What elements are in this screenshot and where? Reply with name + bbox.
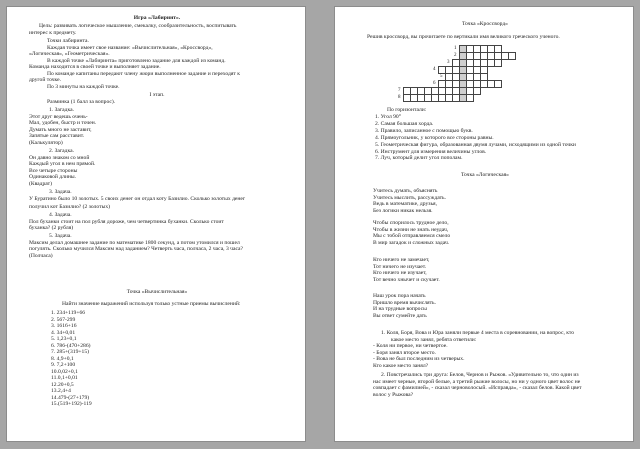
horizontal-heading: По горизонтали:	[387, 107, 427, 113]
game-title: Игра «Лабиринт».	[133, 15, 181, 21]
problem-line: - Вова не был последним из четверых.	[373, 356, 465, 362]
expression-item: 15.(519+192)-119	[51, 401, 92, 407]
clue-number: 4	[433, 67, 436, 72]
goal-line: Цель: развивать логическое мышление, смекалку, сообразительность, воспитывать	[39, 23, 237, 29]
task-5	[29, 233, 243, 259]
expression-list	[51, 310, 92, 408]
riddle-line: Мал, удобен, быстр и точен.	[29, 120, 97, 126]
poem-line: Чтобы в жизни не знать неудач,	[373, 226, 449, 233]
task-4	[29, 212, 224, 232]
task-label: 3. Задача.	[49, 189, 72, 195]
riddle-line: Все четыре стороны	[29, 167, 78, 174]
goal-line: интерес к предмету.	[29, 29, 77, 36]
riddle-line: Думать много не заставит,	[29, 126, 92, 133]
crossword-cell[interactable]	[473, 87, 481, 95]
expression-item: 3. 1616+16	[51, 323, 77, 329]
intro-paragraph	[29, 38, 240, 90]
expression-item: 2. 567-299	[51, 316, 76, 323]
expression-item: 12.20+0,5	[51, 381, 74, 388]
clue-number: 3	[447, 60, 450, 65]
problem-line: 2. Повстречались три друга: Белов, Чернов и Рыжов. «Удивительно то, что один из	[381, 372, 579, 378]
task-line: буханка? (2 рубля)	[29, 225, 74, 231]
calc-intro: Найти значение выражений используя только устные приемы вычислений:	[62, 301, 241, 307]
poem-stanza	[373, 293, 436, 319]
crossword-row	[403, 94, 473, 102]
intro-line: Команда находится в своей точке и выполняет задание.	[29, 64, 161, 70]
riddle-line: Он давно знаком со мной	[29, 154, 90, 161]
riddle-2	[29, 148, 95, 187]
intro-line: По команде капитаны передают члену жюри выполненное задание и переходят к	[47, 70, 240, 77]
crossword-cell[interactable]	[508, 52, 516, 60]
clue-list	[375, 114, 576, 162]
intro-line: Каждая точка имеет свое название: «Вычислительная», «Кроссворд»,	[47, 44, 213, 51]
poem-line: Пришло время вычислять.	[373, 299, 437, 306]
task-line: (Полчаса)	[29, 252, 53, 259]
task-3	[29, 189, 245, 211]
poem-stanza	[373, 257, 440, 283]
poem-line: Тот вечно хнычет и скучает.	[373, 276, 440, 283]
goal-paragraph	[29, 23, 237, 36]
riddle-line: Каждый угол в нем прямой.	[29, 161, 96, 167]
expression-item: 11.0,1+0,01	[51, 375, 78, 381]
expression-item: 14.479-(27+179)	[51, 394, 90, 401]
clue-number: 1	[454, 46, 457, 51]
expression-item: 7. 285+(319+15)	[51, 349, 90, 355]
intro-line: «Логическая», «Геометрическая».	[29, 51, 110, 57]
intro-line: В каждой точке «Лабиринта» приготовлено задание для каждой из команд.	[47, 57, 226, 64]
expression-item: 9. 7,2+100	[51, 362, 76, 368]
riddle-line: (Квадрат)	[29, 180, 52, 187]
logic-problem-1	[373, 330, 574, 369]
poem-line: И на трудные вопросы	[373, 306, 427, 312]
task-label: 4. Задача.	[49, 212, 72, 218]
riddle-line: Этот друг ведешь очень-	[29, 113, 88, 120]
problem-line: - Коля ни первое, ни четвертое.	[373, 343, 448, 349]
poem-line: Чтобы спорилось трудное дело,	[373, 220, 449, 226]
poem-stanza	[373, 188, 446, 214]
clue-item: 1. Угол 90°	[375, 114, 401, 120]
poem-line: Наш урок пора начать	[373, 293, 426, 299]
poem-line: Вы ответ сумейте дать	[373, 312, 427, 319]
clue-item: 2. Самая большая хорда.	[375, 120, 434, 127]
problem-line: какое место занял, ребята ответили:	[391, 336, 477, 343]
intro-line: Точки лабиринта.	[47, 38, 89, 44]
task-line: Максим делал домашнее задание по математике 1800 секунд, а потом утомился и пошел	[29, 239, 240, 246]
problem-line: Кто какое место занял?	[373, 362, 429, 369]
clue-number: 2	[454, 53, 457, 58]
riddle-line: (Калькулятор)	[29, 139, 63, 146]
clue-item: 4. Прямоугольник, у которого все стороны равны.	[375, 134, 494, 141]
expression-item: 4. 34+0,01	[51, 329, 76, 336]
poem-line: Ведь в математике, друзья,	[373, 201, 437, 207]
task-line: Пол буханки стоит на пол рубля дороже, чем четвертинка буханки. Сколько стоит	[29, 218, 224, 225]
task-line: получил кот Базилио? (2 золотых)	[29, 204, 110, 210]
problem-line: 1. Коля, Боря, Вова и Юра заняли первые 4 места в соревновании, на вопрос, кто	[381, 330, 575, 336]
crossword-cell[interactable]	[466, 94, 474, 102]
logic-heading: Точка «Логическая»	[461, 172, 509, 178]
right-page	[334, 6, 634, 442]
expression-item: 8. 4,9+0,1	[51, 355, 74, 362]
crossword-intro: Решив кроссворд, вы прочитаете по вертикали имя великого греческого ученого.	[367, 34, 560, 40]
task-line: погулять. Сколько мучился Максим над заданием? Четверть часа, полчаса, 2 часа, 3 часа?	[29, 246, 243, 252]
stage-heading: I этап.	[149, 92, 165, 98]
problem-line: волос у Рыжова?	[373, 391, 414, 398]
clue-item: 6. Инструмент для измерения величины углов.	[375, 148, 487, 155]
problem-line: совпадает с фамилией», - сказал черноволосый. «Исправда», - сказал белов. Какой цвет	[373, 385, 582, 391]
task-line: У Буратино было 10 золотых. 5 своих денег он отдал коту Базилио. Сколько золотых денег	[29, 195, 246, 202]
problem-line: - Боря занял второе место.	[373, 349, 436, 356]
problem-line: нас имеет черные, второй белые, а третий рыжие волосы, но ни у одного цвет волос не	[373, 378, 581, 385]
clue-number: 7	[398, 88, 401, 93]
poem-line: Учитесь думать, объяснять	[373, 188, 438, 194]
intro-line: По 3 минуты на каждой точке.	[47, 83, 120, 90]
poem-line: В мир загадок и сложных задач.	[373, 239, 450, 246]
poem-line: Тот ничего не изучает.	[373, 263, 427, 270]
poem-line: Мы с тобой отправляемся смело	[373, 233, 451, 239]
crossword-cell[interactable]	[494, 80, 502, 88]
expression-item: 1. 234+119+66	[51, 310, 86, 316]
clue-number: 5	[440, 74, 443, 79]
poem-line: Кто ничего не изучает,	[373, 270, 427, 276]
riddle-line: Запятые сам расставит.	[29, 133, 85, 139]
expression-item: 10.0,02+0,1	[51, 368, 78, 375]
left-page	[6, 6, 306, 442]
riddle-label: 2. Загадка.	[49, 148, 75, 154]
clue-item: 5. Геометрическая фигура, образованная двумя лучами, исходящими из одной точки	[375, 141, 576, 148]
poem-line: Без логики никак нельзя.	[373, 207, 433, 214]
calc-heading: Точка «Вычислительная»	[126, 289, 188, 295]
crossword-heading: Точка «Кроссворд»	[462, 21, 508, 27]
poem-line: Кто ничего не замечает,	[373, 257, 430, 263]
riddle-line: Одинаковой длины.	[29, 174, 77, 180]
riddle-label: 1. Загадка.	[49, 107, 75, 113]
logic-problem-2	[373, 372, 582, 398]
poem-line: Учитесь мыслить, рассуждать.	[373, 194, 446, 201]
crossword-cell[interactable]	[494, 59, 502, 67]
clue-item: 3. Правило, записанное с помощью букв.	[375, 127, 473, 134]
expression-item: 5. 1,23+0,1	[51, 336, 77, 342]
expression-item: 6. 786-(470+286)	[51, 342, 91, 349]
riddle-1	[29, 107, 96, 146]
intro-line: другой точке.	[29, 77, 62, 83]
poem-stanza	[373, 220, 450, 246]
clue-item: 7. Луч, который делит угол пополам.	[375, 155, 463, 162]
clue-number: 8	[398, 95, 401, 100]
warmup-heading: Разминка (1 балл за вопрос).	[47, 99, 116, 105]
expression-item: 13.2,4+4	[51, 388, 71, 394]
task-label: 5. Задача.	[49, 233, 72, 239]
clue-number: 6	[433, 81, 436, 86]
